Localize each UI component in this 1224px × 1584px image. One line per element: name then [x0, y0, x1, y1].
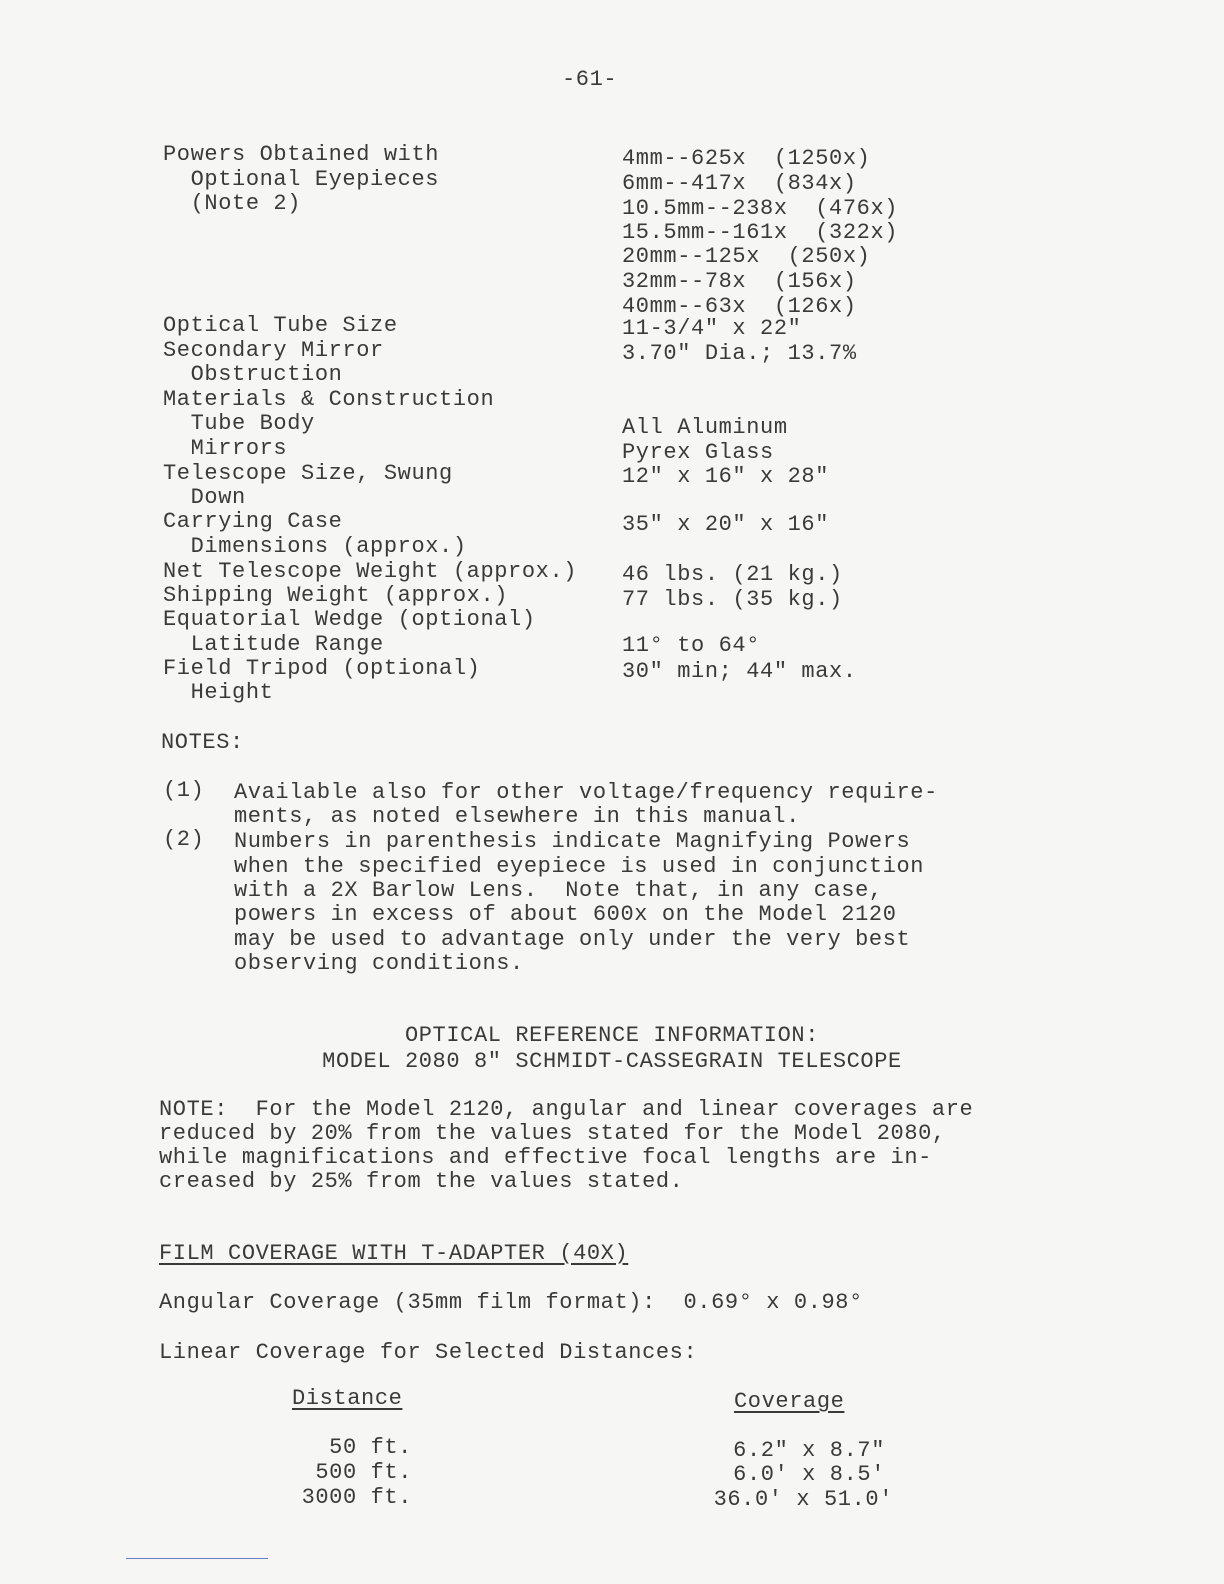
section-title-line: MODEL 2080 8" SCHMIDT-CASSEGRAIN TELESCOPE: [322, 1049, 902, 1074]
spec-value: 30" min; 44" max.: [622, 659, 857, 684]
note-line: when the specified eyepiece is used in conjunction: [234, 854, 925, 879]
spec-value: 10.5mm--238x (476x): [622, 196, 899, 221]
spec-value: 11-3/4" x 22": [622, 316, 802, 341]
spec-value: Pyrex Glass: [622, 440, 774, 465]
spec-value: 40mm--63x (126x): [622, 294, 857, 319]
spec-label: Height: [163, 680, 274, 705]
spec-value: 32mm--78x (156x): [622, 269, 857, 294]
spec-value: 15.5mm--161x (322x): [622, 220, 899, 245]
table-cell-coverage: 36.0' x 51.0': [713, 1487, 893, 1512]
angular-coverage: Angular Coverage (35mm film format): 0.69° x 0.98°: [159, 1290, 863, 1315]
spec-label: Optional Eyepieces: [163, 167, 440, 192]
note-line: ments, as noted elsewhere in this manual.: [234, 804, 800, 829]
note-line: observing conditions.: [234, 951, 524, 976]
section-title-line: OPTICAL REFERENCE INFORMATION:: [404, 1023, 820, 1048]
spec-label: Materials & Construction: [163, 387, 495, 412]
spec-label: Carrying Case: [163, 509, 343, 534]
spec-value: 77 lbs. (35 kg.): [622, 587, 843, 612]
paragraph-line: creased by 25% from the values stated.: [159, 1169, 684, 1194]
paragraph-line: reduced by 20% from the values stated for the Model 2080,: [159, 1121, 946, 1146]
note-line: Available also for other voltage/frequency require-: [234, 780, 938, 805]
spec-label: Telescope Size, Swung: [163, 461, 453, 486]
spec-label: (Note 2): [163, 191, 302, 216]
spec-label: Secondary Mirror: [163, 338, 384, 363]
spec-value: 6mm--417x (834x): [622, 171, 857, 196]
column-header-distance: Distance: [292, 1386, 403, 1411]
column-header-coverage: Coverage: [734, 1389, 845, 1414]
spec-label: Optical Tube Size: [163, 313, 398, 338]
footnote-rule: [126, 1558, 268, 1559]
spec-label: Net Telescope Weight (approx.): [163, 559, 578, 584]
spec-label: Latitude Range: [163, 632, 384, 657]
spec-label: Dimensions (approx.): [163, 534, 467, 559]
linear-coverage-label: Linear Coverage for Selected Distances:: [159, 1340, 698, 1365]
spec-label: Mirrors: [163, 436, 288, 461]
spec-label: Field Tripod (optional): [163, 656, 481, 681]
spec-value: 3.70" Dia.; 13.7%: [622, 341, 857, 366]
page-number: -61-: [562, 67, 618, 92]
spec-label: Shipping Weight (approx.): [163, 583, 509, 608]
note-line: Numbers in parenthesis indicate Magnifying Powers: [234, 829, 911, 854]
table-cell-coverage: 6.2" x 8.7": [733, 1438, 885, 1463]
film-coverage-heading: FILM COVERAGE WITH T-ADAPTER (40X): [159, 1241, 629, 1266]
note-number: (1): [163, 778, 205, 803]
table-cell-distance: 50 ft.: [329, 1435, 412, 1460]
table-cell-distance: 500 ft.: [315, 1460, 412, 1485]
note-line: may be used to advantage only under the very best: [234, 927, 911, 952]
spec-value: 46 lbs. (21 kg.): [622, 562, 843, 587]
table-cell-distance: 3000 ft.: [301, 1485, 412, 1510]
spec-value: 20mm--125x (250x): [622, 244, 871, 269]
spec-label: Tube Body: [163, 411, 315, 436]
spec-value: 4mm--625x (1250x): [622, 146, 871, 171]
spec-label: Powers Obtained with: [163, 142, 440, 167]
note-number: (2): [163, 827, 205, 852]
spec-label: Equatorial Wedge (optional): [163, 607, 536, 632]
spec-value: 11° to 64°: [622, 633, 761, 658]
spec-value: 12" x 16" x 28": [622, 464, 830, 489]
note-line: with a 2X Barlow Lens. Note that, in any case,: [234, 878, 883, 903]
spec-value: 35" x 20" x 16": [622, 512, 830, 537]
spec-label: Down: [163, 485, 246, 510]
paragraph-line: while magnifications and effective focal lengths are in-: [159, 1145, 932, 1170]
spec-value: All Aluminum: [622, 415, 788, 440]
paragraph-line: NOTE: For the Model 2120, angular and linear coverages are: [159, 1097, 974, 1122]
note-line: powers in excess of about 600x on the Model 2120: [234, 902, 897, 927]
table-cell-coverage: 6.0' x 8.5': [733, 1462, 885, 1487]
spec-label: Obstruction: [163, 362, 343, 387]
notes-heading: NOTES:: [161, 730, 244, 755]
